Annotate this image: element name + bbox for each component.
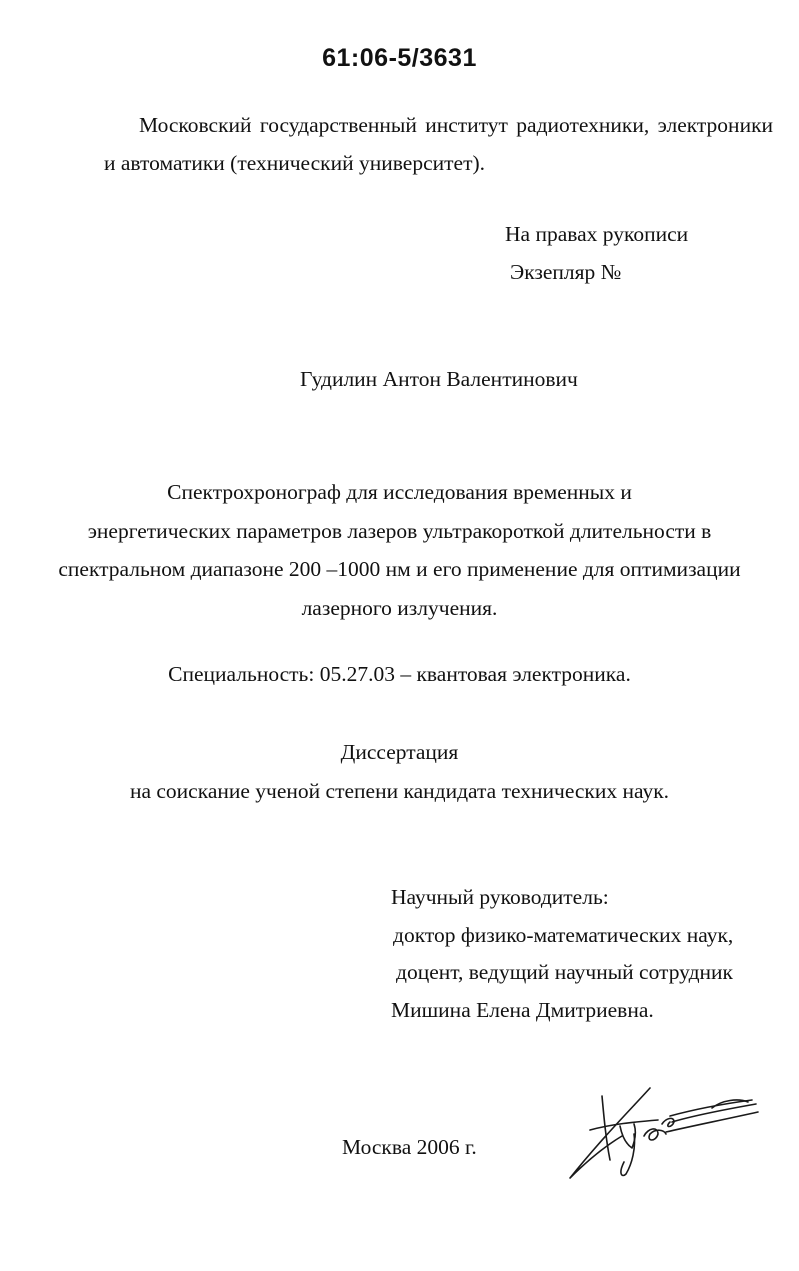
manuscript-rights: На правах рукописи bbox=[505, 222, 689, 246]
copy-number-label: Экзепляр № bbox=[510, 260, 622, 284]
advisor-name: Мишина Елена Дмитриевна. bbox=[391, 997, 654, 1022]
title-line: спектральном диапазоне 200 –1000 нм и его применение для оптимизации bbox=[58, 557, 741, 581]
place-and-year: Москва 2006 г. bbox=[342, 1135, 477, 1159]
institute-name-line-1: Московский государственный институт радиотехники, электроники bbox=[139, 113, 774, 137]
institute-name-line-2: и автоматики (технический университет). bbox=[104, 151, 486, 175]
dissertation-degree: на соискание ученой степени кандидата технических наук. bbox=[129, 779, 670, 803]
advisor-degree: доктор физико-математических наук, bbox=[393, 922, 734, 947]
title-line: Спектрохронограф для исследования временных и bbox=[167, 480, 632, 504]
title-line: энергетических параметров лазеров ультракороткой длительности в bbox=[87, 518, 712, 543]
dissertation-type bbox=[0, 733, 799, 811]
advisor-label: Научный руководитель: bbox=[391, 885, 609, 909]
title-line: лазерного излучения. bbox=[301, 595, 498, 620]
document-code: 61:06-5/3631 bbox=[322, 44, 477, 72]
author-name: Гудилин Антон Валентинович bbox=[300, 367, 578, 391]
signature-icon bbox=[562, 1078, 762, 1188]
advisor-position: доцент, ведущий научный сотрудник bbox=[396, 960, 733, 984]
dissertation-heading: Диссертация bbox=[340, 740, 459, 764]
scientific-advisor bbox=[391, 879, 733, 1029]
dissertation-title bbox=[0, 473, 799, 627]
speciality: Специальность: 05.27.03 – квантовая электроника. bbox=[168, 662, 631, 686]
